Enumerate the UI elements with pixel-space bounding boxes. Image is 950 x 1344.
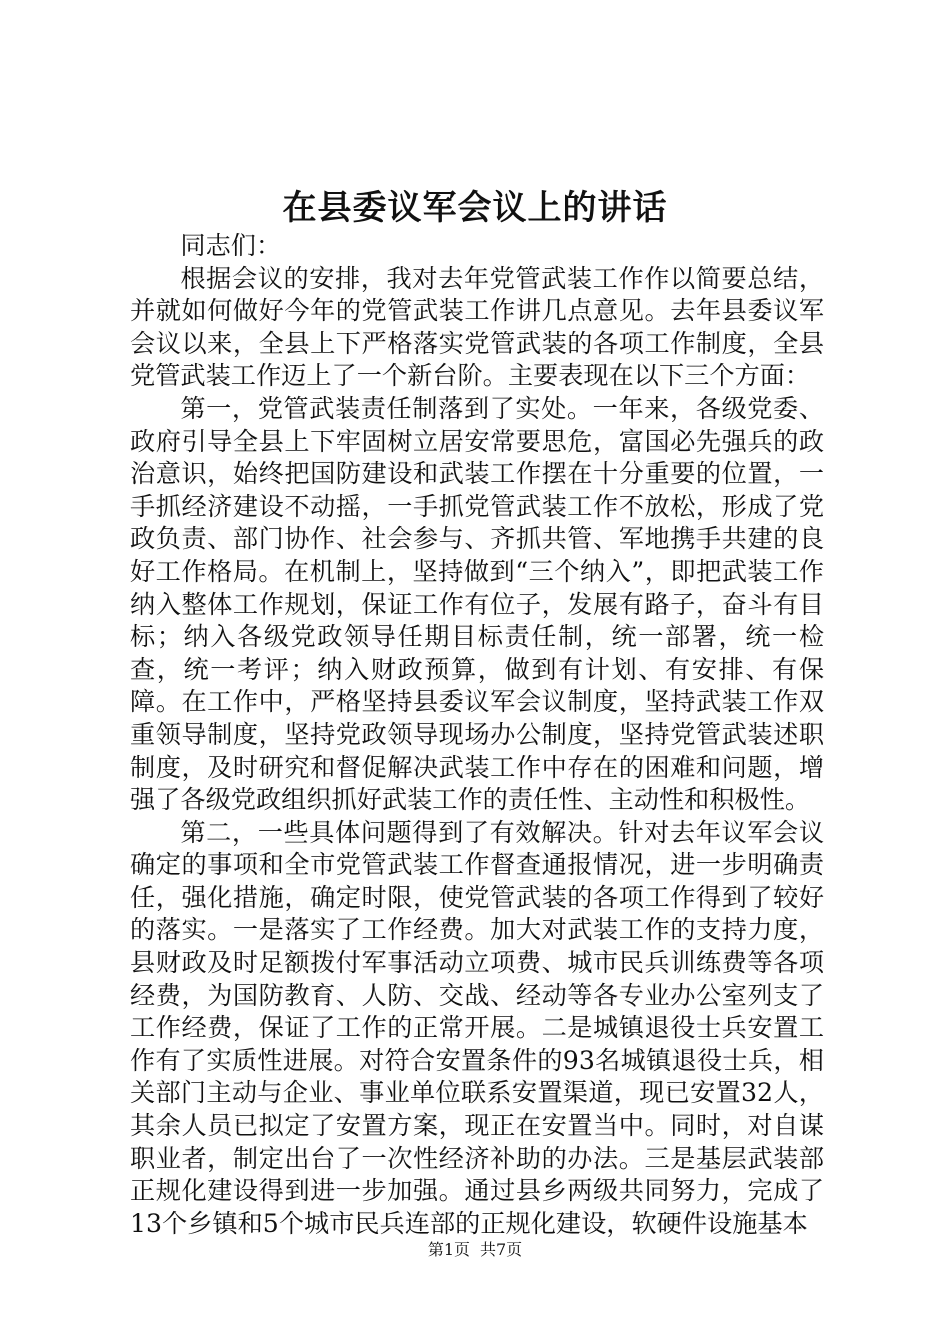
- page-footer: [0, 1238, 950, 1262]
- document-title: 在县委议军会议上的讲话: [282, 188, 668, 228]
- paragraph-intro: 根据会议的安排，我对去年党管武装工作作以简要总结，并就如何做好今年的党管武装工作讲几点意见。去年县委议军会议以来，全县上下严格落实党管武装的各项工作制度，全县党管武装工作迈上了一个新台阶。主要表现在以下三个方面：: [130, 263, 824, 391]
- document-body: [130, 230, 824, 1240]
- page-number: 第1页: [427, 1240, 470, 1259]
- page-total: 共7页: [480, 1240, 523, 1259]
- paragraph-first-point: 第一，党管武装责任制落到了实处。一年来，各级党委、政府引导全县上下牢固树立居安常要思危，富国必先强兵的政治意识，始终把国防建设和武装工作摆在十分重要的位置，一手抓经济建设不动摇，一手抓党管武装工作不放松，形成了党政负责、部门协作、社会参与、齐抓共管、军地携手共建的良好工作格局。在机制上，坚持做到“三个纳入”，即把武装工作纳入整体工作规划，保证工作有位子，发展有路子，奋斗有目标；纳入各级党政领导任期目标责任制，统一部署，统一检查，统一考评；纳入财政预算，做到有计划、有安排、有保障。在工作中，严格坚持县委议军会议制度，坚持武装工作双重领导制度，坚持党政领导现场办公制度，坚持党管武装述职制度，及时研究和督促解决武装工作中存在的困难和问题，增强了各级党政组织抓好武装工作的责任性、主动性和积极性。: [130, 393, 824, 815]
- salutation: 同志们：: [180, 231, 282, 260]
- paragraph-second-point: 第二，一些具体问题得到了有效解决。针对去年议军会议确定的事项和全市党管武装工作督查通报情况，进一步明确责任，强化措施，确定时限，使党管武装的各项工作得到了较好的落实。一是落实了工作经费。加大对武装工作的支持力度，县财政及时足额拨付军事活动立项费、城市民兵训练费等各项经费，为国防教育、人防、交战、经动等各专业办公室列支了工作经费，保证了工作的正常开展。二是城镇退役士兵安置工作有了实质性进展。对符合安置条件的93名城镇退役士兵，相关部门主动与企业、事业单位联系安置渠道，现已安置32人，其余人员已拟定了安置方案，现正在安置当中。同时，对自谋职业者，制定出台了一次性经济补助的办法。三是基层武装部正规化建设得到进一步加强。通过县乡两级共同努力，完成了13个乡镇和5个城市民兵连部的正规化建设，软硬件设施基本: [130, 817, 824, 1238]
